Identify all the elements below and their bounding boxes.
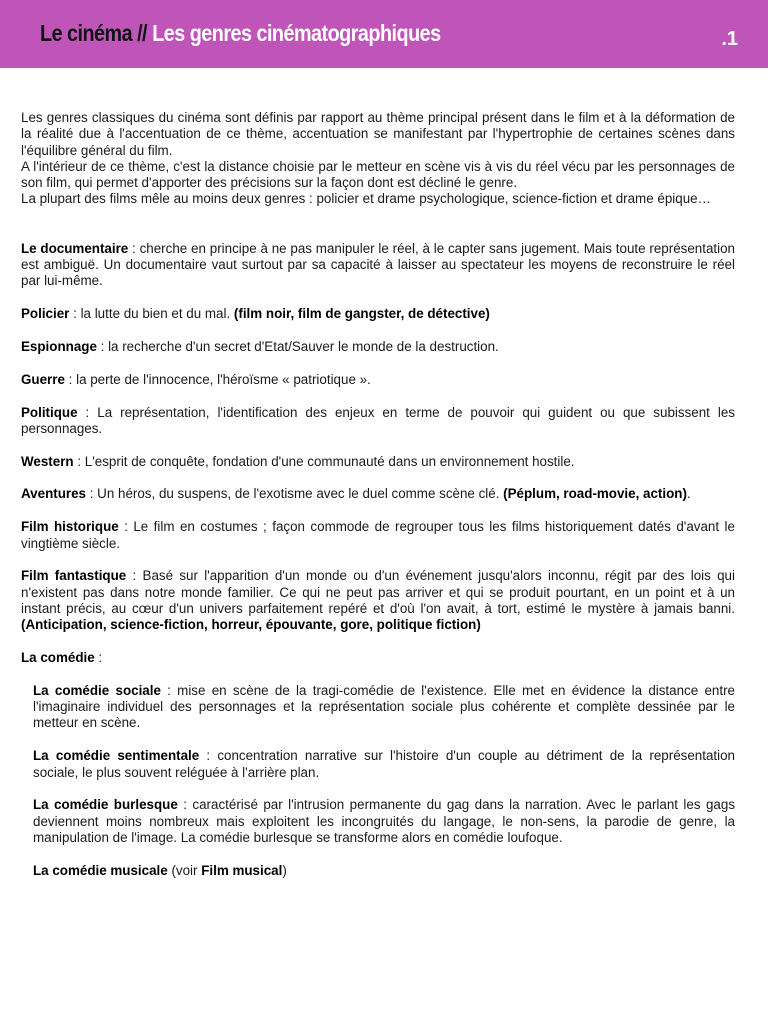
genre-term: La comédie burlesque — [33, 797, 178, 813]
genre-subgenres: (film noir, film de gangster, de détective) — [233, 306, 490, 322]
genre-description: Un héros, du suspens, de l'exotisme avec le duel comme scène clé. — [97, 486, 504, 502]
page-number: .1 — [721, 28, 738, 50]
genre-term: Le documentaire — [21, 240, 129, 256]
genre-term: Aventures — [21, 486, 86, 502]
genre-comedie-burlesque: La comédie burlesque : caractérisé par l'intrusion permanente du gag dans la narration. Avec le parlant les gags deviennent moins nombreux mais exploitent les incongruités du langage, le non-sens, la parodie de genre, la manipulation de l'image. La comédie burlesque se transforme alors en comédie loufoque. — [33, 797, 736, 845]
genre-comedie-musicale: La comédie musicale (voir Film musical) — [33, 862, 287, 878]
genre-term: Policier — [21, 306, 70, 322]
genre-term: La comédie musicale — [33, 862, 168, 878]
genre-espionnage: Espionnage : la recherche d'un secret d'Etat/Sauver le monde de la destruction. — [21, 338, 499, 354]
page-header — [0, 0, 768, 68]
genre-description: mise en scène de la tragi-comédie de l'existence. Elle met en évidence la distance entre l'imaginaire individuel des personnages et la représentation sociale plus cohérente et complète dessinée par le metteur en scène. — [33, 682, 735, 731]
genre-aventures: Aventures : Un héros, du suspens, de l'exotisme avec le duel comme scène clé. (Péplum, road-movie, action). — [21, 486, 691, 502]
genre-description: La représentation, l'identification des enjeux en terme de pouvoir qui guident ou que subissent les personnages. — [21, 404, 735, 436]
genre-guerre: Guerre : la perte de l'innocence, l'héroïsme « patriotique ». — [21, 371, 371, 387]
genre-description: L'esprit de conquête, fondation d'une communauté dans un environnement hostile. — [84, 453, 575, 469]
genre-description: la recherche d'un secret d'Etat/Sauver le monde de la destruction. — [108, 338, 499, 354]
genre-description: la lutte du bien et du mal. — [80, 306, 234, 322]
genre-fantastique: Film fantastique : Basé sur l'apparition d'un monde ou d'un événement jusqu'alors inconnu, régit par des lois qui n'existent pas dans notre monde familier. Ce qui ne peut pas arriver et qui se produit pourtant, en un point et à un instant précis, au cœur d'un univers parfaitement repéré et d'où l'on avait, à tort, estimé le mystère à jamais banni. (Anticipation, science-fiction, horreur, épouvante, gore, politique fiction) — [21, 568, 735, 633]
genre-description: concentration narrative sur l'histoire d'un couple au détriment de la représentation sociale, le plus souvent reléguée à l'arrière plan. — [33, 748, 735, 780]
genre-description: cherche en principe à ne pas manipuler le réel, à le capter sans jugement. Mais toute représentation est ambiguë. Un documentaire vaut surtout par sa capacité à laisser au spectateur les moyens de reconstruire le réel par lui-même. — [21, 240, 735, 289]
page-title — [40, 20, 441, 47]
genre-description: Basé sur l'apparition d'un monde ou d'un événement jusqu'alors inconnu, régit par des lois qui n'existent pas dans notre monde familier. Ce qui ne peut pas arriver et qui se produit pourtant, en un point et à un instant précis, au cœur d'un univers parfaitement repéré et d'où l'on avait, à tort, estimé le mystère à jamais banni. — [21, 568, 735, 616]
genre-description: la perte de l'innocence, l'héroïsme « patriotique ». — [76, 371, 371, 387]
genre-term: Western — [21, 453, 74, 469]
title-subject: Les genres cinématographiques — [152, 20, 441, 46]
intro-paragraph: Les genres classiques du cinéma sont définis par rapport au thème principal présent dans le film et à la déformation de la réalité due à l'accentuation de ce thème, accentuation se manifestant par l'hypertrophie de certaines scènes dans l'équilibre général du film. — [21, 110, 735, 158]
genre-term: La comédie — [21, 650, 95, 666]
genre-western: Western : L'esprit de conquête, fondation d'une communauté dans un environnement hostile. — [21, 453, 575, 469]
genre-politique: Politique : La représentation, l'identification des enjeux en terme de pouvoir qui guident ou que subissent les personnages. — [21, 404, 735, 436]
genre-subgenres: (Péplum, road-movie, action) — [503, 486, 687, 502]
genre-documentaire: Le documentaire : cherche en principe à ne pas manipuler le réel, à le capter sans jugement. Mais toute représentation est ambiguë. Un documentaire vaut surtout par sa capacité à laisser au spectateur les moyens de reconstruire le réel par lui-même. — [21, 240, 735, 289]
genre-term: Guerre — [21, 371, 65, 387]
genre-comedie: La comédie : — [21, 650, 103, 666]
genre-term: Politique — [21, 404, 78, 420]
genre-term: La comédie sociale — [33, 682, 161, 698]
genre-term: Film historique — [21, 519, 119, 535]
genre-comedie-sociale: La comédie sociale : mise en scène de la tragi-comédie de l'existence. Elle met en évidence la distance entre l'imaginaire individuel des personnages et la représentation sociale plus cohérente et complète dessinée par le metteur en scène. — [33, 682, 735, 731]
genre-description: caractérisé par l'intrusion permanente du gag dans la narration. Avec le parlant les gags deviennent moins nombreux mais exploitent les incongruités du langage, le non-sens, la parodie de genre, la manipulation de l'image. La comédie burlesque se transforme alors en comédie loufoque. — [33, 797, 736, 845]
genre-subgenres: (Anticipation, science-fiction, horreur, épouvante, gore, politique fiction) — [21, 617, 481, 633]
genre-policier: Policier : la lutte du bien et du mal. (film noir, film de gangster, de détective) — [21, 306, 490, 322]
document-body — [21, 110, 735, 896]
cross-reference: Film musical — [201, 862, 283, 878]
title-lead: Le cinéma // — [40, 20, 148, 46]
genre-description: Le film en costumes ; façon commode de regrouper tous les films historiquement datés d'avant le vingtième siècle. — [21, 519, 735, 551]
genre-term: Film fantastique — [21, 568, 127, 584]
intro-paragraph: A l'intérieur de ce thème, c'est la distance choisie par le metteur en scène vis à vis du réel vécu par les personnages de son film, qui permet d'apporter des précisions sur la façon dont est décliné le genre. — [21, 158, 735, 191]
genre-comedie-sentimentale: La comédie sentimentale : concentration narrative sur l'histoire d'un couple au détriment de la représentation sociale, le plus souvent reléguée à l'arrière plan. — [33, 748, 735, 780]
intro-paragraph: La plupart des films mêle au moins deux genres : policier et drame psychologique, science-fiction et drame épique… — [21, 191, 711, 207]
genre-term: Espionnage — [21, 338, 97, 354]
genre-historique: Film historique : Le film en costumes ; façon commode de regrouper tous les films historiquement datés d'avant le vingtième siècle. — [21, 519, 735, 551]
genre-term: La comédie sentimentale — [33, 748, 200, 764]
